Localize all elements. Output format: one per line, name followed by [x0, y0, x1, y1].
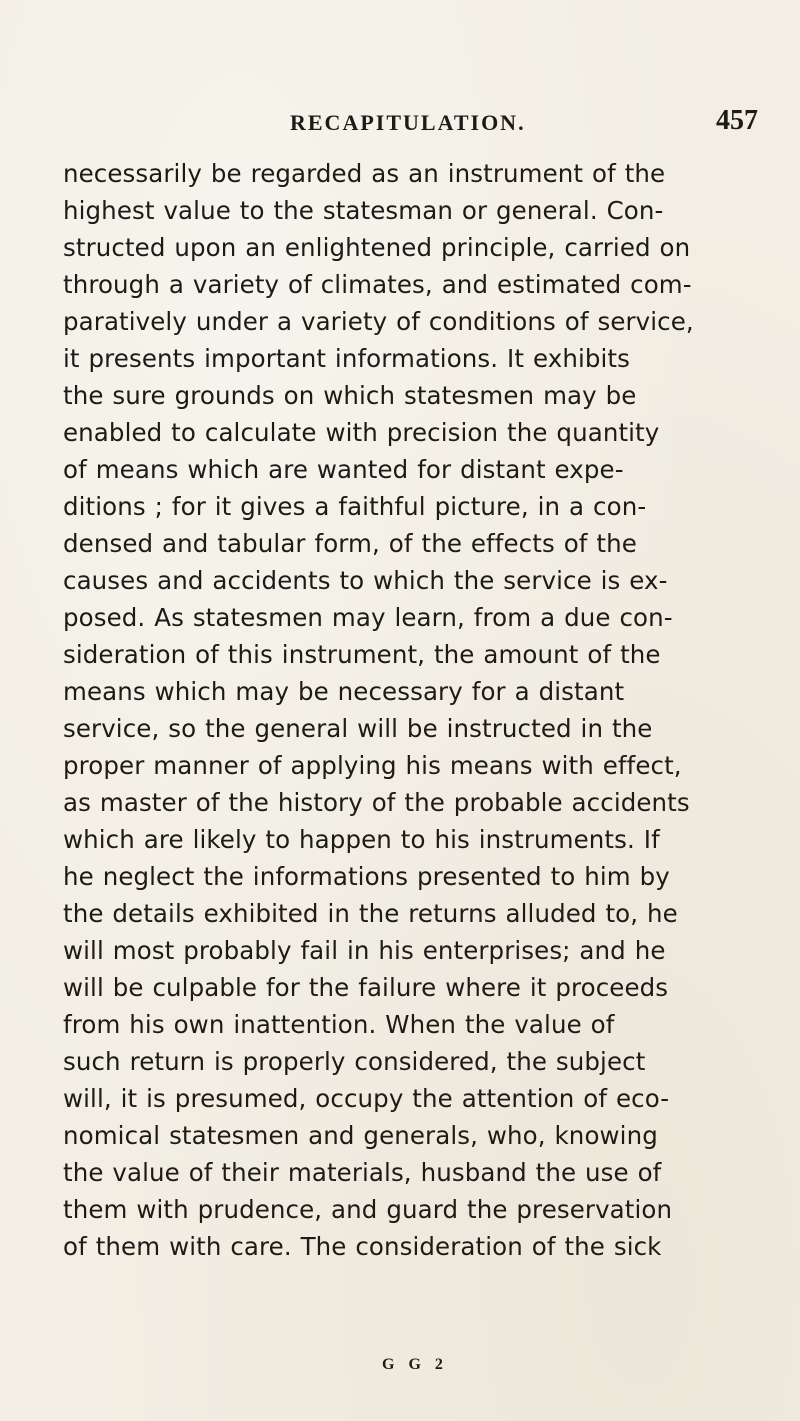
text-line: ditions ; for it gives a faithful picture, in a con- [63, 492, 647, 521]
running-head [0, 105, 800, 148]
text-line: will be culpable for the failure where it proceeds [63, 973, 669, 1002]
printer-signature-mark: G G 2 [382, 1356, 448, 1373]
text-line: the sure grounds on which statesmen may be [63, 381, 637, 410]
text-line: of means which are wanted for distant expe- [63, 455, 624, 484]
text-line: structed upon an enlightened principle, carried on [63, 233, 691, 262]
running-head-title: RECAPITULATION. [290, 110, 526, 135]
text-line: necessarily be regarded as an instrument of the [63, 159, 666, 188]
text-line: the value of their materials, husband the use of [63, 1158, 662, 1187]
text-line: such return is properly considered, the subject [63, 1047, 646, 1076]
text-line: as master of the history of the probable accidents [63, 788, 690, 817]
text-line: it presents important informations. It exhibits [63, 344, 630, 373]
text-line: of them with care. The consideration of the sick [63, 1232, 662, 1261]
text-line: service, so the general will be instructed in the [63, 714, 653, 743]
text-line: from his own inattention. When the value of [63, 1010, 615, 1039]
text-line: densed and tabular form, of the effects of the [63, 529, 637, 558]
text-line: causes and accidents to which the service is ex- [63, 566, 668, 595]
text-line: enabled to calculate with precision the quantity [63, 418, 660, 447]
page-number: 457 [716, 105, 758, 136]
text-line: he neglect the informations presented to him by [63, 862, 670, 891]
text-line: proper manner of applying his means with effect, [63, 751, 682, 780]
text-line: them with prudence, and guard the preservation [63, 1195, 673, 1224]
text-line: will, it is presumed, occupy the attention of eco- [63, 1084, 670, 1113]
text-line: paratively under a variety of conditions of service, [63, 307, 694, 336]
text-line: the details exhibited in the returns alluded to, he [63, 899, 678, 928]
text-line: which are likely to happen to his instruments. If [63, 825, 660, 854]
text-line: highest value to the statesman or general. Con- [63, 196, 664, 225]
text-line: through a variety of climates, and estimated com- [63, 270, 692, 299]
text-line: posed. As statesmen may learn, from a due con- [63, 603, 673, 632]
text-line: sideration of this instrument, the amount of the [63, 640, 661, 669]
text-line: means which may be necessary for a distant [63, 677, 625, 706]
text-line: nomical statesmen and generals, who, knowing [63, 1121, 658, 1150]
text-line: will most probably fail in his enterprises; and he [63, 936, 666, 965]
